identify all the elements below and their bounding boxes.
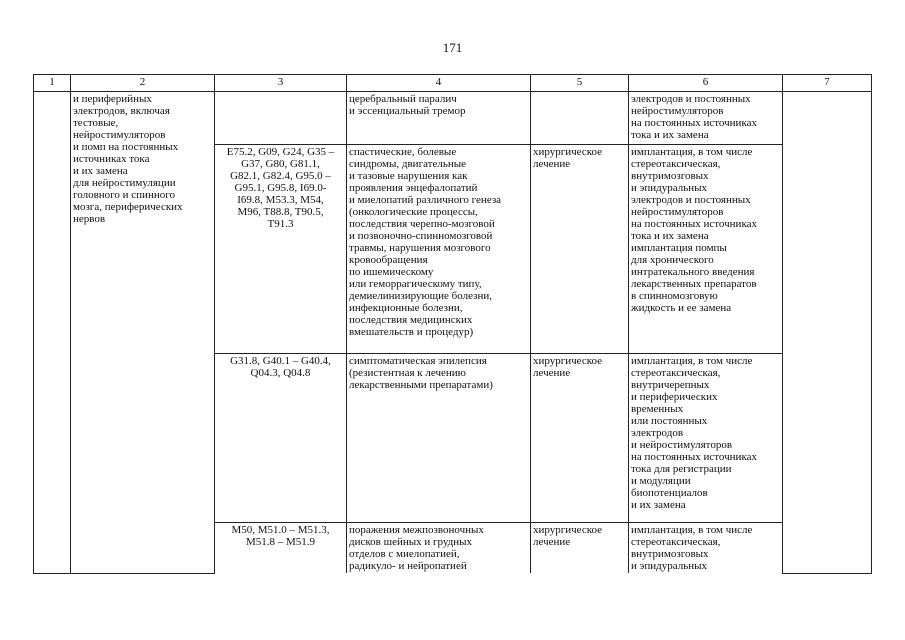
cell-text-line: хирургическое	[533, 524, 603, 536]
cell-text-line: дисков шейных и грудных	[349, 536, 473, 548]
cell-text-line: и тазовые нарушения как	[349, 170, 468, 182]
cell-text-line: нервов	[73, 213, 106, 225]
table-row	[34, 92, 872, 145]
cell-text-line: нейростимуляторов	[631, 206, 724, 218]
cell-text-line: кровообращения	[349, 254, 428, 266]
cell-text-line: в спинномозговую	[631, 290, 718, 302]
cell-text-line: и эпидуральных	[631, 182, 707, 194]
cell-text-line: имплантация, в том числе	[631, 146, 753, 158]
cell-text-line: спастические, болевые	[349, 146, 457, 158]
cell-text-line: M96, T88.8, T90.5,	[237, 206, 324, 218]
cell-text-line: G95.1, G95.8, I69.0-	[234, 182, 327, 194]
cell-text-line: по ишемическому	[349, 266, 434, 278]
cell-text-line: нейростимуляторов	[631, 105, 724, 117]
treatment-cell	[531, 523, 629, 574]
cell-text-line: и периферийных	[73, 93, 152, 105]
cell-text-line: G31.8, G40.1 – G40.4,	[230, 355, 331, 367]
disease-cell	[347, 92, 531, 145]
procedure-name-cell	[71, 92, 215, 574]
cell-text-line: имплантация, в том числе	[631, 355, 753, 367]
cell-text-line: и их замена	[631, 499, 686, 511]
cell-text-line: стереотаксическая,	[631, 158, 721, 170]
cell-text-line: и нейростимуляторов	[631, 439, 733, 451]
header-col-2: 2	[71, 75, 215, 92]
cell-text-line: инфекционные болезни,	[349, 302, 463, 314]
cell-text-line: на постоянных источниках	[631, 218, 758, 230]
cell-text-line: мозга, периферических	[73, 201, 183, 213]
method-cell	[629, 354, 783, 523]
cell-text-line: электродов	[631, 427, 684, 439]
cell-text-line: хирургическое	[533, 355, 603, 367]
cell-text-line: I69.8, M53.3, M54,	[237, 194, 324, 206]
treatment-cell	[531, 354, 629, 523]
cell-text-line: и эссенциальный тремор	[349, 105, 466, 117]
cell-text-line: травмы, нарушения мозгового	[349, 242, 491, 254]
cell-text-line: лечение	[533, 536, 571, 548]
cell-text-line: тока для регистрации	[631, 463, 732, 475]
treatment-cell	[531, 145, 629, 354]
header-col-7: 7	[783, 75, 872, 92]
cell-text-line: отделов с миелопатией,	[349, 548, 460, 560]
medical-procedures-table	[33, 74, 872, 574]
cell-text-line: стереотаксическая,	[631, 536, 721, 548]
cell-text-line: синдромы, двигательные	[349, 158, 467, 170]
header-col-4: 4	[347, 75, 531, 92]
cell-text-line: демиелинизирующие болезни,	[349, 290, 492, 302]
cell-text-line: для хронического	[631, 254, 714, 266]
header-row	[34, 75, 872, 92]
cell-text-line: для нейростимуляции	[73, 177, 176, 189]
cell-text-line: Q04.3, Q04.8	[250, 367, 311, 379]
row-number-cell	[34, 92, 71, 574]
cell-text-line: и миелопатий различного генеза	[349, 194, 502, 206]
cell-text-line: M50, M51.0 – M51.3,	[231, 524, 330, 536]
cell-text-line: имплантация, в том числе	[631, 524, 753, 536]
cell-text-line: тестовые,	[73, 117, 119, 129]
cell-text-line: интратекального введения	[631, 266, 755, 278]
cell-text-line: на постоянных источниках	[631, 117, 758, 129]
cell-text-line: нейростимуляторов	[73, 129, 166, 141]
treatment-cell	[531, 92, 629, 145]
cell-text-line: внутричерепных	[631, 379, 710, 391]
cell-text-line: симптоматическая эпилепсия	[349, 355, 487, 367]
cell-text-line: тока и их замена	[631, 129, 709, 141]
cell-text-line: электродов и постоянных	[631, 194, 751, 206]
cell-text-line: G37, G80, G81.1,	[241, 158, 320, 170]
cell-text-line: и модуляции	[631, 475, 691, 487]
cell-text-line: (онкологические процессы,	[349, 206, 478, 218]
cell-text-line: лечение	[533, 367, 571, 379]
cell-text-line: тока и их замена	[631, 230, 709, 242]
cell-text-line: поражения межпозвоночных	[349, 524, 484, 536]
cell-text-line: (резистентная к лечению	[349, 367, 466, 379]
header-col-5: 5	[531, 75, 629, 92]
cell-text-line: биопотенциалов	[631, 487, 708, 499]
cell-text-line: или постоянных	[631, 415, 708, 427]
cell-text-line: лечение	[533, 158, 571, 170]
cell-text-line: T91.3	[267, 218, 294, 230]
col7-cell	[783, 92, 872, 574]
cell-text-line: вмешательств и процедур)	[349, 326, 474, 338]
method-cell	[629, 523, 783, 574]
cell-text-line: стереотаксическая,	[631, 367, 721, 379]
cell-text-line: лекарственными препаратами)	[349, 379, 493, 391]
cell-text-line: лекарственных препаратов	[631, 278, 757, 290]
header-col-1: 1	[34, 75, 71, 92]
cell-text-line: последствия медицинских	[349, 314, 473, 326]
page-number: 171	[442, 40, 463, 55]
cell-text-line: временных	[631, 403, 684, 415]
cell-text-line: церебральный паралич	[349, 93, 457, 105]
codes-cell	[215, 145, 347, 354]
cell-text-line: головного и спинного	[73, 189, 175, 201]
codes-cell	[215, 523, 347, 574]
cell-text-line: электродов и постоянных	[631, 93, 751, 105]
header-col-3: 3	[215, 75, 347, 92]
cell-text-line: G82.1, G82.4, G95.0 –	[230, 170, 331, 182]
cell-text-line: и их замена	[73, 165, 128, 177]
cell-text-line: или геморрагическому типу,	[349, 278, 482, 290]
cell-text-line: на постоянных источниках	[631, 451, 758, 463]
cell-text-line: E75.2, G09, G24, G35 –	[226, 146, 335, 158]
cell-text-line: внутримозговых	[631, 548, 709, 560]
cell-text-line: и эпидуральных	[631, 560, 707, 572]
codes-cell	[215, 92, 347, 145]
cell-text-line: проявления энцефалопатий	[349, 182, 478, 194]
header-col-6: 6	[629, 75, 783, 92]
cell-text-line: внутримозговых	[631, 170, 709, 182]
cell-text-line: имплантация помпы	[631, 242, 727, 254]
cell-text-line: электродов, включая	[73, 105, 170, 117]
disease-cell	[347, 523, 531, 574]
cell-text-line: хирургическое	[533, 146, 603, 158]
disease-cell	[347, 354, 531, 523]
cell-text-line: радикуло- и нейропатией	[349, 560, 467, 572]
method-cell	[629, 92, 783, 145]
cell-text-line: источниках тока	[73, 153, 150, 165]
cell-text-line: M51.8 – M51.9	[245, 536, 316, 548]
cell-text-line: последствия черепно-мозговой	[349, 218, 495, 230]
disease-cell	[347, 145, 531, 354]
cell-text-line: и помп на постоянных	[73, 141, 179, 153]
cell-text-line: жидкость и ее замена	[631, 302, 732, 314]
cell-text-line: и позвоночно-спинномозговой	[349, 230, 493, 242]
method-cell	[629, 145, 783, 354]
codes-cell	[215, 354, 347, 523]
cell-text-line: и периферических	[631, 391, 718, 403]
